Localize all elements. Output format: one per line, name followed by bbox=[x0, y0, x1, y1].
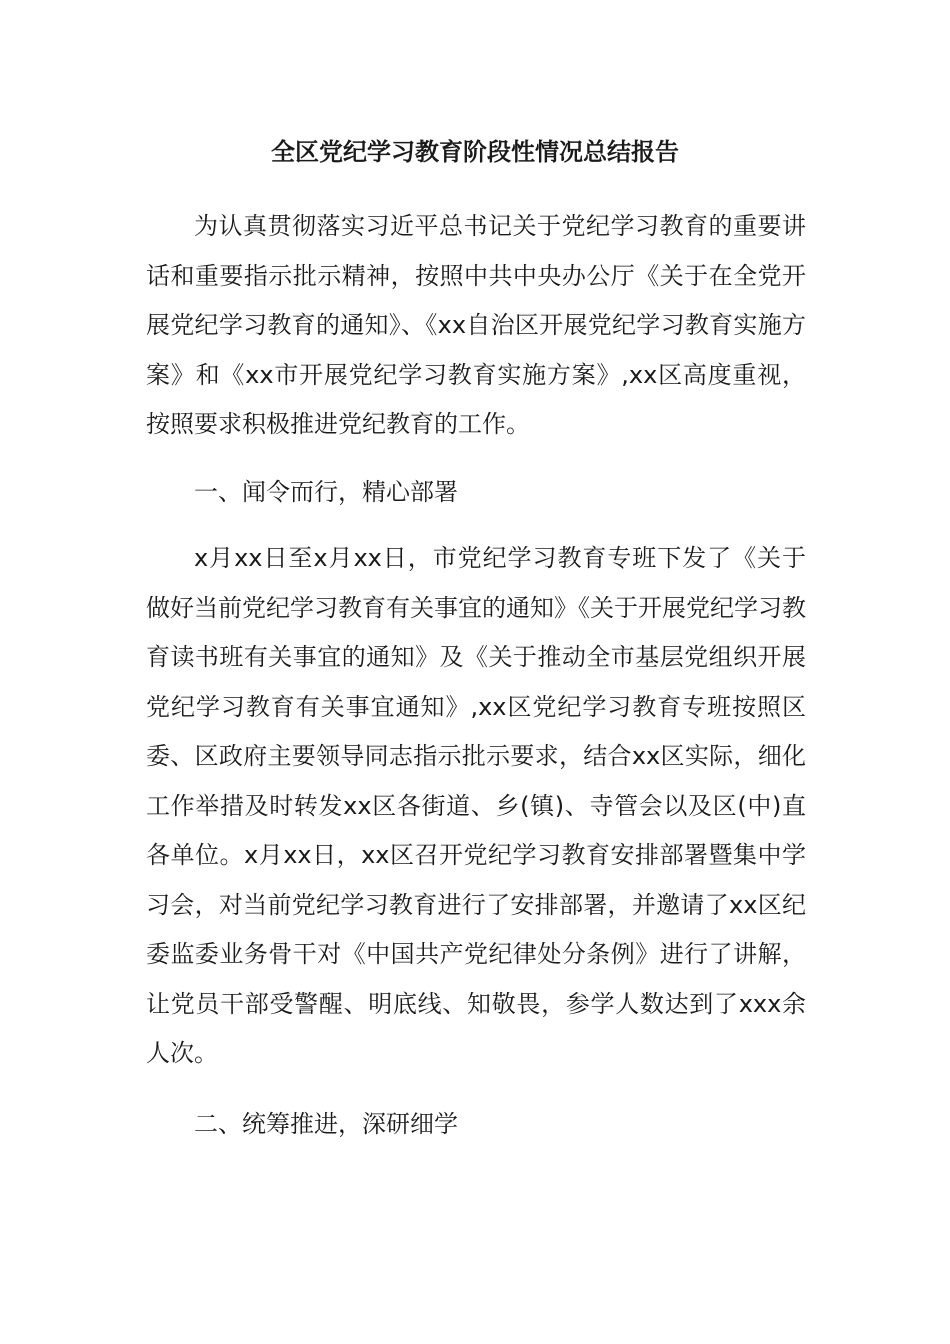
document-title: 全区党纪学习教育阶段性情况总结报告 bbox=[271, 138, 679, 166]
section-1-paragraph: x月xx日至x月xx日，市党纪学习教育专班下发了《关于做好当前党纪学习教育有关事宜的通知》《关于开展党纪学习教育读书班有关事宜的通知》及《关于推动全市基层党组织开展党纪学习教育有关事宜通知》,xx区党纪学习教育专班按照区委、区政府主要领导同志指示批示要求，结合xx区实际，细化工作举措及时转发xx区各街道、乡(镇)、寺管会以及区(中)直各单位。x月xx日，xx区召开党纪学习教育安排部署暨集中学习会，对当前党纪学习教育进行了安排部署，并邀请了xx区纪委监委业务骨干对《中国共产党纪律处分条例》进行了讲解，让党员干部受警醒、明底线、知敬畏，参学人数达到了xxx余人次。 bbox=[146, 544, 806, 1067]
section-heading-1: 一、闻令而行，精心部署 bbox=[194, 478, 458, 506]
intro-paragraph: 为认真贯彻落实习近平总书记关于党纪学习教育的重要讲话和重要指示批示精神，按照中共中央办公厅《关于在全党开展党纪学习教育的通知》、《xx自治区开展党纪学习教育实施方案》和《xx市开展党纪学习教育实施方案》,xx区高度重视，按照要求积极推进党纪教育的工作。 bbox=[146, 212, 806, 438]
section-heading-2: 二、统筹推进，深研细学 bbox=[194, 1110, 458, 1138]
